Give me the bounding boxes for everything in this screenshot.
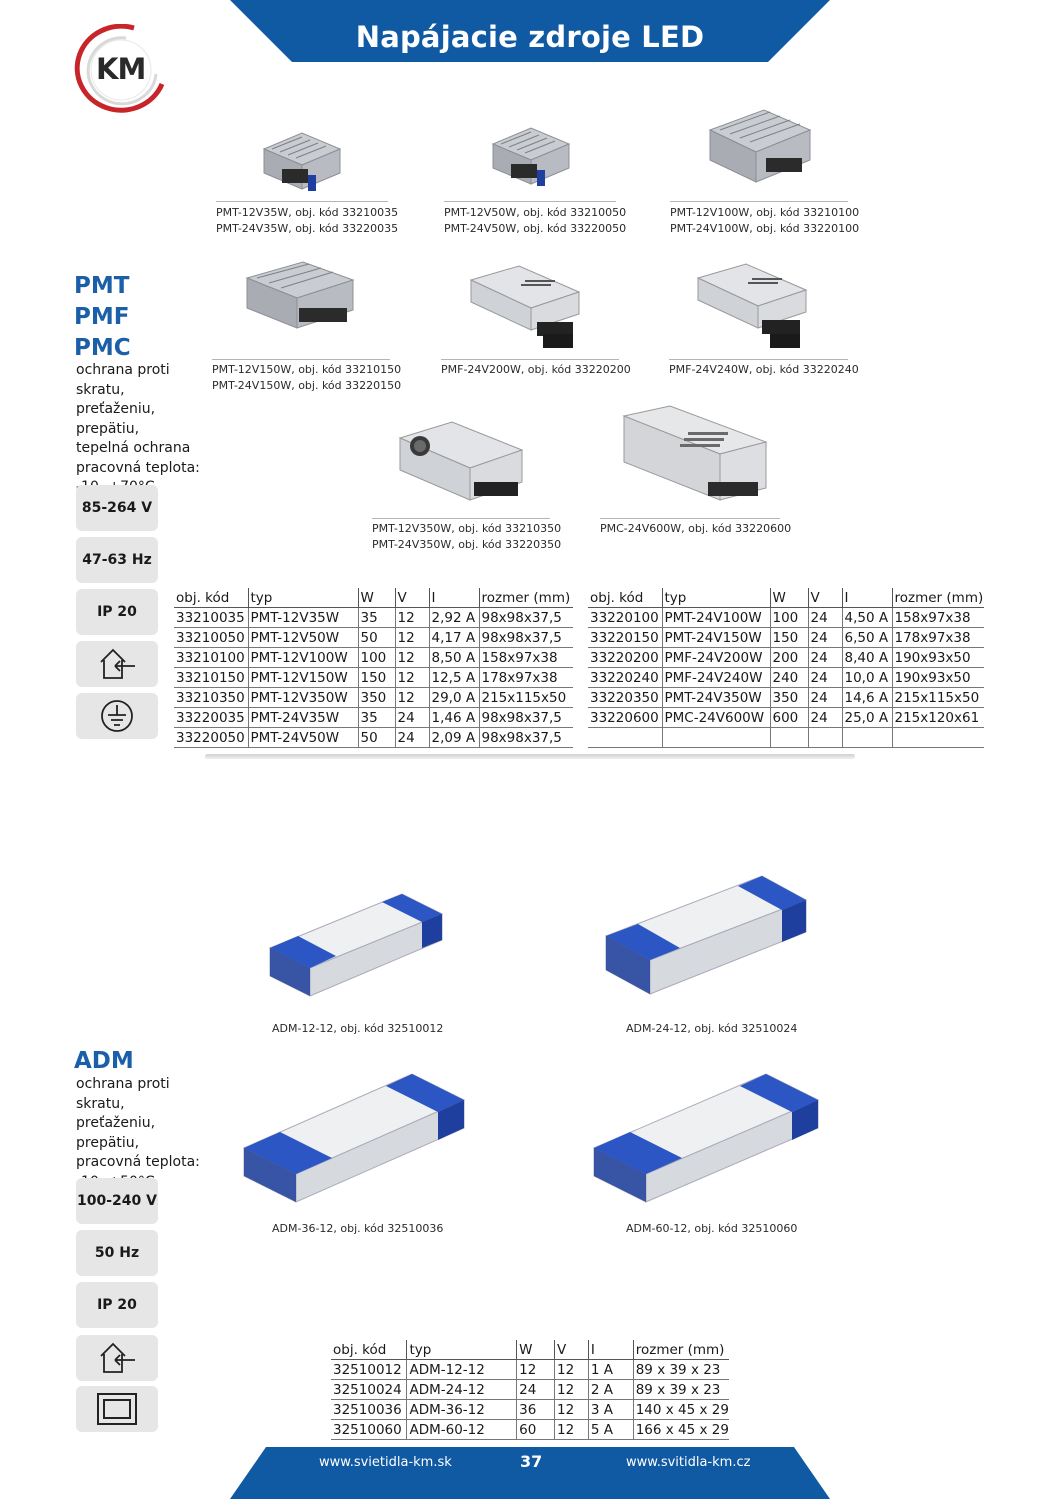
table-cell: 25,0 A [842, 708, 892, 728]
table-divider [205, 754, 855, 759]
table-row [174, 648, 573, 668]
table-cell: 24 [808, 628, 842, 648]
col-code: obj. kód [588, 588, 662, 608]
product-caption: ADM-36-12, obj. kód 32510036 [272, 1222, 444, 1235]
col-code: obj. kód [331, 1340, 407, 1360]
table-cell: PMT-12V100W [248, 648, 358, 668]
psu-image-adm-12-12 [262, 888, 448, 1004]
table-cell: 32510060 [331, 1420, 407, 1440]
page-title: Napájacie zdroje LED [355, 20, 705, 54]
table-row [588, 648, 984, 668]
table-cell: 166 x 45 x 29 [633, 1420, 729, 1440]
product-caption: ADM-24-12, obj. kód 32510024 [626, 1022, 798, 1035]
table-cell: 1 A [588, 1360, 633, 1380]
table-cell: PMF-24V240W [662, 668, 770, 688]
table-cell: 150 [358, 668, 395, 688]
table-cell: 140 x 45 x 29 [633, 1400, 729, 1420]
table-cell: 32510036 [331, 1400, 407, 1420]
col-size: rozmer (mm) [633, 1340, 729, 1360]
product-caption: ADM-60-12, obj. kód 32510060 [626, 1222, 798, 1235]
psu-image-pmf-240w [692, 260, 812, 354]
table-cell: 12 [395, 628, 429, 648]
table-cell: 12 [517, 1360, 555, 1380]
table-cell: 32510012 [331, 1360, 407, 1380]
table-cell: 32510024 [331, 1380, 407, 1400]
table-cell: 35 [358, 708, 395, 728]
table-header-row [331, 1340, 729, 1360]
table-row [588, 668, 984, 688]
psu-image-pmt-150w [243, 258, 358, 338]
table-cell [842, 728, 892, 748]
product-caption: PMF-24V240W, obj. kód 33220240 [669, 363, 859, 376]
table-cell: 12,5 A [429, 668, 479, 688]
psu-image-adm-60-12 [586, 1068, 826, 1208]
table-cell [770, 728, 808, 748]
col-watt: W [517, 1340, 555, 1360]
table-header-row [588, 588, 984, 608]
product-caption: PMF-24V200W, obj. kód 33220200 [441, 363, 631, 376]
table-cell: 33210350 [174, 688, 248, 708]
table-cell: PMT-12V50W [248, 628, 358, 648]
table-cell: 10,0 A [842, 668, 892, 688]
col-volt: V [395, 588, 429, 608]
table-row [588, 708, 984, 728]
table-cell: 33210035 [174, 608, 248, 628]
logo-text: KM [96, 52, 146, 86]
product-caption: PMT-12V50W, obj. kód 33210050 PMT-24V50W, obj. kód 33220050 [444, 206, 627, 235]
col-size: rozmer (mm) [479, 588, 573, 608]
table-header-row [174, 588, 573, 608]
table-cell: 2,92 A [429, 608, 479, 628]
series-heading-pmc: PMC [74, 335, 131, 361]
product-caption: ADM-12-12, obj. kód 32510012 [272, 1022, 444, 1035]
table-row [331, 1380, 729, 1400]
table-cell: 33220050 [174, 728, 248, 748]
table-cell: 50 [358, 628, 395, 648]
table-cell: 24 [808, 708, 842, 728]
table-cell: PMT-12V35W [248, 608, 358, 628]
psu-image-pmf-200w [465, 262, 585, 354]
col-type: typ [407, 1340, 517, 1360]
section1-description: ochrana proti skratu, preťaženiu, prepätiu, tepelná ochrana pracovná teplota: [76, 362, 200, 476]
page-number: 37 [520, 1452, 543, 1471]
col-volt: V [555, 1340, 589, 1360]
table-cell: 29,0 A [429, 688, 479, 708]
table-cell: ADM-36-12 [407, 1400, 517, 1420]
table-cell: 200 [770, 648, 808, 668]
table-cell: 178x97x38 [479, 668, 573, 688]
table-cell: 600 [770, 708, 808, 728]
table-cell: 190x93x50 [892, 648, 984, 668]
psu-image-pmt-50w [487, 120, 575, 192]
col-type: typ [248, 588, 358, 608]
table-cell: 158x97x38 [892, 608, 984, 628]
col-type: typ [662, 588, 770, 608]
table-row [588, 628, 984, 648]
table-cell: 215x115x50 [892, 688, 984, 708]
footer-url-sk[interactable]: www.svietidla-km.sk [319, 1455, 452, 1470]
table-cell: PMT-12V350W [248, 688, 358, 708]
table-cell: 3 A [588, 1400, 633, 1420]
table-cell: 12 [555, 1420, 589, 1440]
table-cell: PMT-24V100W [662, 608, 770, 628]
frequency-badge: 47-63 Hz [76, 537, 158, 583]
table-cell: PMF-24V200W [662, 648, 770, 668]
table-cell: 12 [555, 1360, 589, 1380]
table-cell: 33220600 [588, 708, 662, 728]
footer-url-cz[interactable]: www.svitidla-km.cz [626, 1455, 751, 1470]
table-cell: 8,40 A [842, 648, 892, 668]
table-cell: 24 [808, 668, 842, 688]
table-cell: PMT-12V150W [248, 668, 358, 688]
table-row [588, 688, 984, 708]
product-caption: PMC-24V600W, obj. kód 33220600 [600, 522, 792, 535]
table-cell: 12 [555, 1380, 589, 1400]
table-cell: 12 [395, 668, 429, 688]
table-row [174, 708, 573, 728]
table-cell: 4,17 A [429, 628, 479, 648]
table-cell: 89 x 39 x 23 [633, 1380, 729, 1400]
table-cell: 89 x 39 x 23 [633, 1360, 729, 1380]
km-logo [74, 24, 168, 114]
table-row [174, 628, 573, 648]
table-row [588, 728, 984, 748]
table-cell: 24 [808, 608, 842, 628]
psu-image-pmt-350w [396, 418, 528, 514]
table-cell: 1,46 A [429, 708, 479, 728]
table-cell: PMT-24V150W [662, 628, 770, 648]
table-cell: 350 [770, 688, 808, 708]
table-cell: 98x98x37,5 [479, 628, 573, 648]
table-cell: 6,50 A [842, 628, 892, 648]
table-cell: 215x120x61 [892, 708, 984, 728]
psu-image-adm-24-12 [598, 870, 814, 1006]
col-size: rozmer (mm) [892, 588, 984, 608]
table-row [174, 608, 573, 628]
table-cell: 35 [358, 608, 395, 628]
ip-rating-badge: IP 20 [76, 589, 158, 635]
table-cell: 33220200 [588, 648, 662, 668]
table-cell: 24 [517, 1380, 555, 1400]
table-cell: 2 A [588, 1380, 633, 1400]
table-row [174, 668, 573, 688]
table-cell: 100 [770, 608, 808, 628]
table-cell: 33210050 [174, 628, 248, 648]
series-heading-pmt: PMT [74, 273, 130, 299]
table-cell: 98x98x37,5 [479, 728, 573, 748]
psu-image-pmt-100w [704, 102, 816, 192]
table-cell: 14,6 A [842, 688, 892, 708]
series-heading-adm: ADM [74, 1048, 134, 1074]
col-current: I [842, 588, 892, 608]
table-cell: 33220150 [588, 628, 662, 648]
table-cell: ADM-24-12 [407, 1380, 517, 1400]
table-cell: 98x98x37,5 [479, 708, 573, 728]
col-current: I [429, 588, 479, 608]
table-cell: 215x115x50 [479, 688, 573, 708]
table-cell: 24 [808, 688, 842, 708]
table-cell [892, 728, 984, 748]
table-cell: PMT-24V50W [248, 728, 358, 748]
table-cell: ADM-60-12 [407, 1420, 517, 1440]
spec-table-right [588, 588, 984, 748]
psu-image-pmt-35w [258, 125, 346, 197]
table-cell: 24 [395, 728, 429, 748]
table-cell [662, 728, 770, 748]
table-cell: 60 [517, 1420, 555, 1440]
series-heading-pmf: PMF [74, 304, 130, 330]
table-cell: 150 [770, 628, 808, 648]
col-volt: V [808, 588, 842, 608]
table-cell [808, 728, 842, 748]
table-cell: 24 [395, 708, 429, 728]
table-cell: 24 [808, 648, 842, 668]
table-cell: PMT-24V350W [662, 688, 770, 708]
table-row [331, 1360, 729, 1380]
table-cell: 190x93x50 [892, 668, 984, 688]
table-cell: 350 [358, 688, 395, 708]
table-row [331, 1400, 729, 1420]
col-watt: W [358, 588, 395, 608]
double-insulation-icon [76, 1386, 158, 1432]
ip-rating-badge: IP 20 [76, 1282, 158, 1328]
table-cell: 98x98x37,5 [479, 608, 573, 628]
table-cell: 33220100 [588, 608, 662, 628]
col-code: obj. kód [174, 588, 248, 608]
product-caption: PMT-12V150W, obj. kód 33210150 PMT-24V150W, obj. kód 33220150 [212, 363, 402, 392]
psu-image-pmc-600w [620, 404, 772, 512]
table-cell: 33210100 [174, 648, 248, 668]
table-cell: PMT-24V35W [248, 708, 358, 728]
product-caption: PMT-12V100W, obj. kód 33210100 PMT-24V100W, obj. kód 33220100 [670, 206, 860, 235]
table-row [331, 1420, 729, 1440]
table-cell: 8,50 A [429, 648, 479, 668]
spec-table-adm [331, 1340, 729, 1440]
house-indoor-icon [76, 1335, 158, 1381]
table-cell: 33220240 [588, 668, 662, 688]
table-cell: 12 [555, 1400, 589, 1420]
table-cell: 240 [770, 668, 808, 688]
voltage-badge: 85-264 V [76, 485, 158, 531]
table-row [174, 728, 573, 748]
psu-image-adm-36-12 [236, 1068, 472, 1208]
product-caption: PMT-12V350W, obj. kód 33210350 PMT-24V350W, obj. kód 33220350 [372, 522, 562, 551]
table-cell: 33220350 [588, 688, 662, 708]
frequency-badge: 50 Hz [76, 1230, 158, 1276]
table-cell: 12 [395, 608, 429, 628]
table-cell: 12 [395, 648, 429, 668]
section2-description: ochrana proti skratu, preťaženiu, prepätiu, pracovná teplota: [76, 1076, 200, 1170]
table-cell: 158x97x38 [479, 648, 573, 668]
table-row [174, 688, 573, 708]
table-cell: 33220035 [174, 708, 248, 728]
table-cell: 36 [517, 1400, 555, 1420]
table-cell: PMC-24V600W [662, 708, 770, 728]
house-indoor-icon [76, 641, 158, 687]
table-cell: 178x97x38 [892, 628, 984, 648]
table-cell [588, 728, 662, 748]
table-cell: 12 [395, 688, 429, 708]
product-caption: PMT-12V35W, obj. kód 33210035 PMT-24V35W, obj. kód 33220035 [216, 206, 399, 235]
table-cell: 2,09 A [429, 728, 479, 748]
col-watt: W [770, 588, 808, 608]
table-cell: 50 [358, 728, 395, 748]
table-row [588, 608, 984, 628]
spec-table-left [174, 588, 573, 748]
table-cell: 4,50 A [842, 608, 892, 628]
voltage-badge: 100-240 V [76, 1178, 158, 1224]
table-cell: 100 [358, 648, 395, 668]
table-cell: 5 A [588, 1420, 633, 1440]
col-current: I [588, 1340, 633, 1360]
protective-earth-icon [76, 693, 158, 739]
table-cell: ADM-12-12 [407, 1360, 517, 1380]
table-cell: 33210150 [174, 668, 248, 688]
